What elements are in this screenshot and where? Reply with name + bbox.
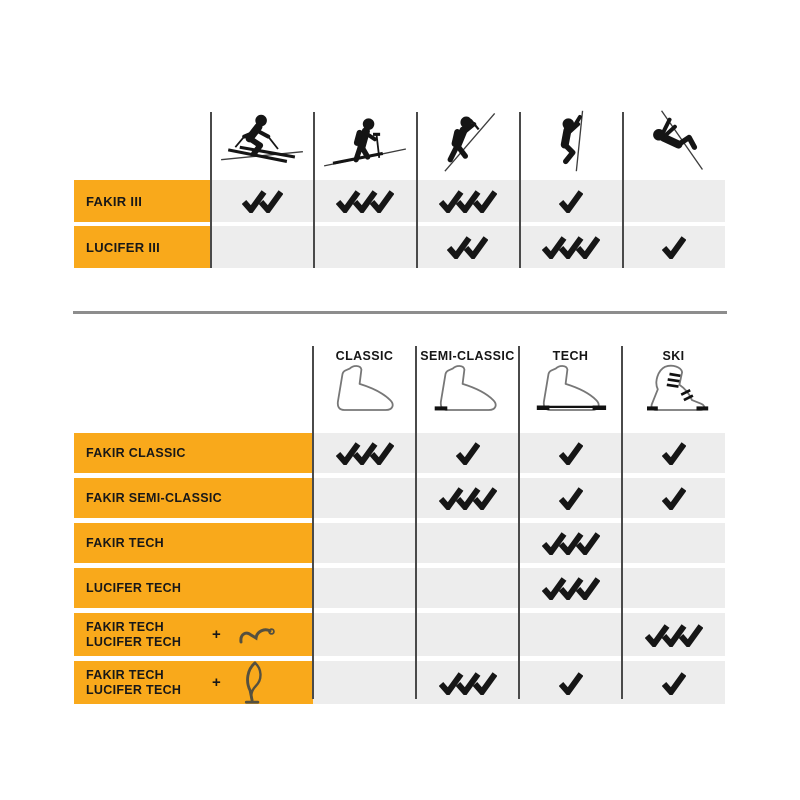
rating-cell xyxy=(314,226,417,268)
rating-cell xyxy=(519,478,622,518)
boot-column-label: TECH xyxy=(552,349,589,363)
column-divider xyxy=(519,112,521,268)
row-label-line: LUCIFER TECH xyxy=(86,634,182,649)
row-label xyxy=(74,568,313,608)
column-divider xyxy=(621,346,623,699)
rating-cell xyxy=(519,661,622,704)
boot-column-header xyxy=(416,346,519,428)
row-label xyxy=(74,523,313,563)
rating-cell xyxy=(314,180,417,222)
boot-semi-classic-icon xyxy=(423,363,513,426)
table-row xyxy=(74,523,725,563)
heel-lever-icon xyxy=(237,660,271,706)
rating-cell xyxy=(622,661,725,704)
plus-sign: + xyxy=(212,674,222,691)
table-row xyxy=(74,478,725,518)
table-row xyxy=(74,613,725,656)
row-label-line: FAKIR TECH xyxy=(86,667,164,682)
row-label-text xyxy=(86,581,204,596)
rating-cell xyxy=(622,523,725,563)
boot-ski-icon xyxy=(629,363,719,426)
boot-column-label: SEMI-CLASSIC xyxy=(420,349,515,363)
rating-checks xyxy=(542,531,600,555)
ice-climbing-icon xyxy=(525,109,617,178)
row-label-text xyxy=(86,536,204,551)
rating-checks xyxy=(542,576,600,600)
rating-checks xyxy=(456,441,480,465)
row-label xyxy=(74,433,313,473)
section-divider xyxy=(73,311,727,314)
activity-column-header xyxy=(314,110,417,180)
header-spacer xyxy=(74,346,313,428)
activity-column-header xyxy=(519,110,622,180)
row-label xyxy=(74,661,313,704)
rating-cell xyxy=(313,613,416,656)
rating-checks xyxy=(242,189,283,213)
boot-rows xyxy=(74,433,725,704)
row-label: LUCIFER III xyxy=(74,226,211,268)
column-divider xyxy=(415,346,417,699)
column-divider xyxy=(312,346,314,699)
rating-cell xyxy=(313,661,416,704)
rating-cell xyxy=(519,180,622,222)
rating-cell xyxy=(519,523,622,563)
rating-cell xyxy=(622,433,725,473)
rating-cell xyxy=(622,568,725,608)
rating-checks xyxy=(439,486,497,510)
header-spacer xyxy=(74,110,211,180)
rating-checks xyxy=(559,441,583,465)
boot-tech-icon xyxy=(526,363,616,426)
rating-checks xyxy=(542,235,600,259)
row-label-text xyxy=(86,491,222,506)
rating-checks xyxy=(662,441,686,465)
rating-cell xyxy=(519,226,622,268)
boot-classic-icon xyxy=(320,363,410,426)
row-label: FAKIR III xyxy=(74,180,211,222)
rating-checks xyxy=(447,235,488,259)
column-divider xyxy=(416,112,418,268)
column-divider xyxy=(210,112,212,268)
boot-column-header xyxy=(519,346,622,428)
rating-cell xyxy=(519,613,622,656)
rating-checks xyxy=(439,189,497,213)
rating-cell xyxy=(622,226,725,268)
rating-cell xyxy=(622,478,725,518)
rating-checks xyxy=(336,189,394,213)
row-label-text xyxy=(86,620,204,650)
rating-cell xyxy=(622,613,725,656)
table-row xyxy=(74,568,725,608)
column-divider xyxy=(622,112,624,268)
rating-cell xyxy=(416,568,519,608)
activity-column-header xyxy=(211,110,314,180)
rating-cell xyxy=(416,433,519,473)
rating-checks xyxy=(559,486,583,510)
boot-compatibility-table xyxy=(74,346,725,699)
activity-column-header xyxy=(622,110,725,180)
dry-tooling-icon xyxy=(628,109,720,178)
table-row xyxy=(74,661,725,704)
row-label-line: FAKIR CLASSIC xyxy=(86,445,186,460)
rating-cell xyxy=(417,180,520,222)
plus-sign: + xyxy=(212,626,222,643)
row-label-text xyxy=(86,668,204,698)
activity-column-header xyxy=(417,110,520,180)
boot-header xyxy=(74,346,725,428)
rating-cell xyxy=(622,180,725,222)
row-label xyxy=(74,478,313,518)
ski-downhill-icon xyxy=(216,109,308,178)
mountaineering-icon xyxy=(422,109,514,178)
row-label xyxy=(74,613,313,656)
row-label-line: LUCIFER TECH xyxy=(86,580,182,595)
rating-cell xyxy=(313,478,416,518)
column-divider xyxy=(518,346,520,699)
activity-rows xyxy=(74,180,725,268)
rating-cell xyxy=(313,433,416,473)
ski-touring-icon xyxy=(319,109,411,178)
rating-cell xyxy=(313,568,416,608)
rating-cell xyxy=(416,523,519,563)
rating-checks xyxy=(662,486,686,510)
rating-checks xyxy=(662,671,686,695)
activity-compatibility-table xyxy=(74,110,725,268)
rating-cell xyxy=(519,568,622,608)
rating-cell xyxy=(313,523,416,563)
rating-checks xyxy=(336,441,394,465)
row-label-line: FAKIR SEMI-CLASSIC xyxy=(86,490,222,505)
rating-cell xyxy=(416,478,519,518)
rating-cell xyxy=(211,180,314,222)
rating-checks xyxy=(662,235,686,259)
rating-cell xyxy=(416,661,519,704)
row-label-line: FAKIR TECH xyxy=(86,619,164,634)
row-label-line: LUCIFER TECH xyxy=(86,682,182,697)
rating-checks xyxy=(645,623,703,647)
row-label-text xyxy=(86,446,204,461)
rating-cell xyxy=(416,613,519,656)
activity-header xyxy=(74,110,725,180)
rating-cell xyxy=(417,226,520,268)
rating-cell xyxy=(519,433,622,473)
boot-column-label: CLASSIC xyxy=(335,349,394,363)
rating-checks xyxy=(559,671,583,695)
table-row xyxy=(74,433,725,473)
toe-bail-icon xyxy=(237,622,277,648)
table-row xyxy=(74,180,725,222)
row-label-line: FAKIR TECH xyxy=(86,535,164,550)
boot-column-label: SKI xyxy=(662,349,685,363)
boot-column-header xyxy=(622,346,725,428)
boot-column-header xyxy=(313,346,416,428)
table-row xyxy=(74,226,725,268)
rating-checks xyxy=(439,671,497,695)
column-divider xyxy=(313,112,315,268)
rating-cell xyxy=(211,226,314,268)
rating-checks xyxy=(559,189,583,213)
